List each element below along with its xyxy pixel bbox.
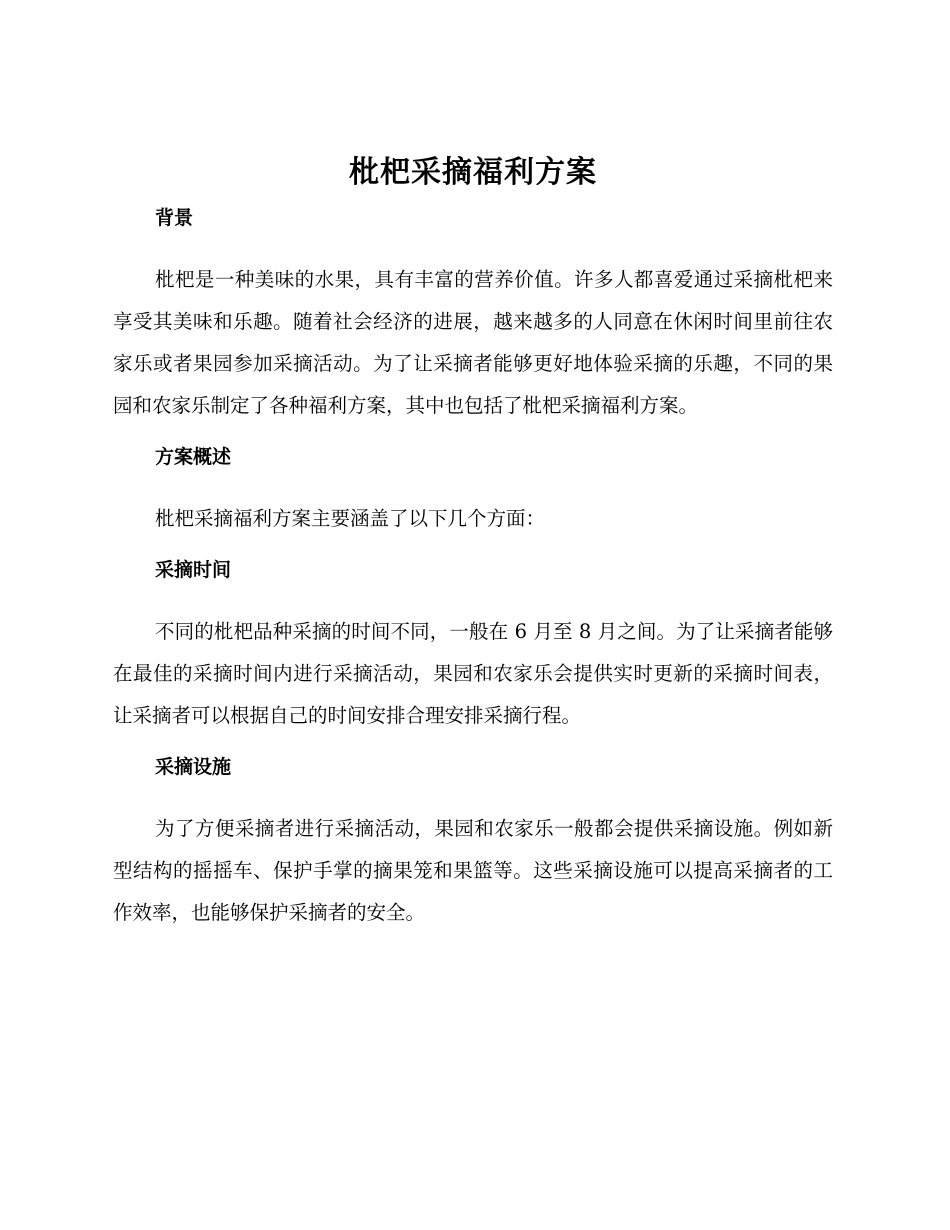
paragraph-overview: 枇杷采摘福利方案主要涵盖了以下几个方面：	[155, 507, 546, 530]
paragraph-picking-time: 不同的枇杷品种采摘的时间不同，一般在 6 月至 8 月之间。为了让采摘者能够在最佳的采摘时间内进行采摘活动，果园和农家乐会提供实时更新的采摘时间表，让采摘者可以根据自己的时间安排合理安排采摘行程。	[113, 620, 833, 727]
heading-picking-time: 采摘时间	[155, 559, 232, 581]
document-body	[113, 150, 833, 934]
paragraph-picking-facilities: 为了方便采摘者进行采摘活动，果园和农家乐一般都会提供采摘设施。例如新型结构的摇摇车、保护手掌的摘果笼和果篮等。这些采摘设施可以提高采摘者的工作效率，也能够保护采摘者的安全。	[113, 817, 833, 924]
heading-background: 背景	[155, 207, 194, 229]
document-title: 枇杷采摘福利方案	[349, 155, 597, 190]
heading-picking-facilities: 采摘设施	[155, 756, 232, 778]
heading-overview: 方案概述	[155, 446, 232, 468]
paragraph-background: 枇杷是一种美味的水果，具有丰富的营养价值。许多人都喜爱通过采摘枇杷来享受其美味和乐趣。随着社会经济的进展，越来越多的人同意在休闲时间里前往农家乐或者果园参加采摘活动。为了让采摘者能够更好地体验采摘的乐趣，不同的果园和农家乐制定了各种福利方案，其中也包括了枇杷采摘福利方案。	[113, 268, 833, 417]
